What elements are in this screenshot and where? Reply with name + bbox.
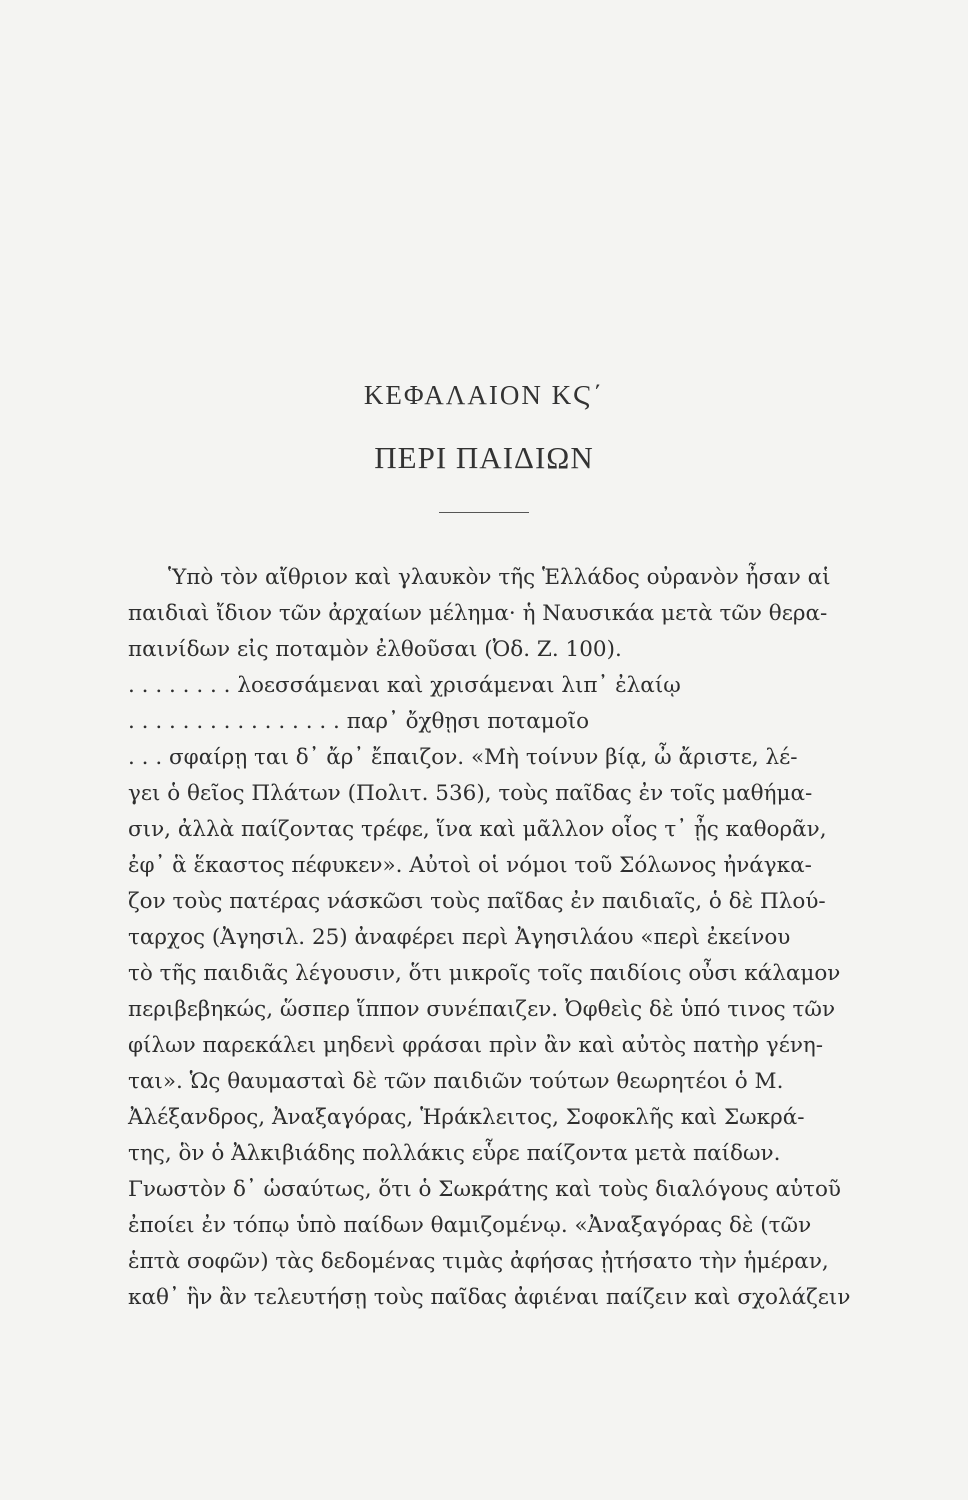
text-line: Ἀλέξανδρος, Ἀναξαγόρας, Ἡράκλειτος, Σοφοκλῆς καὶ Σωκρά- [128, 1105, 805, 1130]
chapter-heading: ΚΕΦΑΛΑΙΟΝ ΚϚ΄ [363, 380, 605, 410]
text-line: περιβεβηκώς, ὥσπερ ἵππον συνέπαιζεν. Ὀφθεὶς δὲ ὑπό τινος τῶν [128, 997, 836, 1022]
text-line: Ὑπὸ τὸν αἴθριον καὶ γλαυκὸν τῆς Ἑλλάδος οὐρανὸν ἦσαν αἱ [168, 565, 831, 590]
text-line: . . . σφαίρῃ ται δ᾽ ἄρ᾽ ἔπαιζον. «Μὴ τοίνυν βίᾳ, ὦ ἄριστε, λέ- [128, 745, 798, 770]
text-line: παιδιαὶ ἴδιον τῶν ἀρχαίων μέλημα· ἡ Ναυσικάα μετὰ τῶν θερα- [128, 601, 828, 626]
text-line: ζον τοὺς πατέρας νάσκῶσι τοὺς παῖδας ἐν παιδιαῖς, ὁ δὲ Πλού- [128, 889, 826, 914]
text-line: της, ὃν ὁ Ἀλκιβιάδης πολλάκις εὗρε παίζοντα μετὰ παίδων. [128, 1141, 781, 1166]
text-line: γει ὁ θεῖος Πλάτων (Πολιτ. 536), τοὺς παῖδας ἐν τοῖς μαθήμα- [128, 781, 813, 806]
chapter-title: ΠΕΡΙ ΠΑΙΔΙΩΝ [374, 440, 594, 475]
text-line: ἐφ᾽ ἃ ἕκαστος πέφυκεν». Αὐτοὶ οἱ νόμοι τοῦ Σόλωνος ἠνάγκα- [128, 853, 812, 878]
title-divider [439, 512, 529, 513]
text-line: . . . . . . . . λοεσσάμεναι καὶ χρισάμεναι λιπ᾽ ἐλαίῳ [128, 673, 681, 698]
text-line: ται». Ὡς θαυμασταὶ δὲ τῶν παιδιῶν τούτων θεωρητέοι ὁ Μ. [128, 1069, 784, 1094]
text-line: . . . . . . . . . . . . . . . . παρ᾽ ὄχθῃσι ποταμοῖο [128, 709, 590, 734]
text-line: ταρχος (Ἀγησιλ. 25) ἀναφέρει περὶ Ἀγησιλάου «περὶ ἐκείνου [128, 925, 791, 950]
text-line: καθ᾽ ἣν ἂν τελευτήσῃ τοὺς παῖδας ἀφιέναι παίζειν καὶ σχολάζειν [128, 1285, 851, 1310]
text-line: ἐποίει ἐν τόπῳ ὑπὸ παίδων θαμιζομένῳ. «Ἀναξαγόρας δὲ (τῶν [128, 1213, 812, 1238]
text-line: Γνωστὸν δ᾽ ὡσαύτως, ὅτι ὁ Σωκράτης καὶ τοὺς διαλόγους αὑτοῦ [128, 1177, 841, 1202]
text-line: φίλων παρεκάλει μηδενὶ φράσαι πρὶν ἂν καὶ αὐτὸς πατὴρ γένη- [128, 1033, 824, 1058]
text-line: τὸ τῆς παιδιᾶς λέγουσιν, ὅτι μικροῖς τοῖς παιδίοις οὖσι κάλαμον [128, 961, 841, 986]
text-line: παινίδων εἰς ποταμὸν ἐλθοῦσαι (Ὀδ. Ζ. 100). [128, 637, 622, 662]
text-line: σιν, ἀλλὰ παίζοντας τρέφε, ἵνα καὶ μᾶλλον οἷος τ᾽ ᾖς καθορᾶν, [128, 817, 827, 842]
text-line: ἑπτὰ σοφῶν) τὰς δεδομένας τιμὰς ἀφήσας ᾐτήσατο τὴν ἡμέραν, [128, 1249, 829, 1274]
